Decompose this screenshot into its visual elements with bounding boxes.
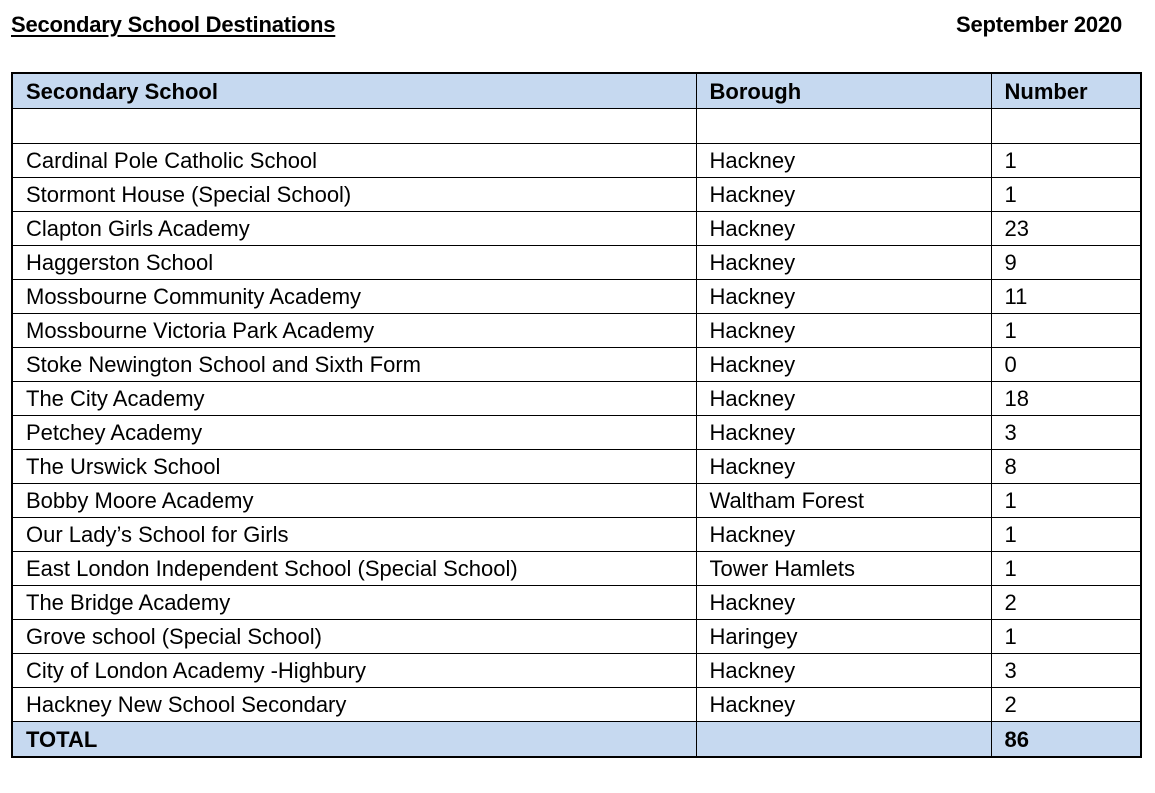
number-cell: 1 [991, 552, 1141, 586]
borough-cell: Hackney [696, 382, 991, 416]
number-cell: 0 [991, 348, 1141, 382]
school-cell: Stormont House (Special School) [12, 178, 696, 212]
table-row [12, 144, 1141, 178]
borough-cell: Hackney [696, 518, 991, 552]
number-cell: 2 [991, 586, 1141, 620]
school-cell: Haggerston School [12, 246, 696, 280]
blank-row [12, 109, 1141, 144]
school-cell: Our Lady’s School for Girls [12, 518, 696, 552]
borough-cell: Hackney [696, 144, 991, 178]
table-row [12, 416, 1141, 450]
school-cell: City of London Academy -Highbury [12, 654, 696, 688]
number-cell: 1 [991, 178, 1141, 212]
table-row [12, 484, 1141, 518]
school-cell: The City Academy [12, 382, 696, 416]
table-row [12, 382, 1141, 416]
table-row [12, 246, 1141, 280]
table-row [12, 552, 1141, 586]
destinations-table [11, 72, 1142, 758]
school-cell: Clapton Girls Academy [12, 212, 696, 246]
number-cell: 1 [991, 144, 1141, 178]
borough-cell: Waltham Forest [696, 484, 991, 518]
school-cell: The Bridge Academy [12, 586, 696, 620]
total-borough [696, 722, 991, 758]
document-title: Secondary School Destinations [11, 12, 336, 37]
borough-cell: Tower Hamlets [696, 552, 991, 586]
school-cell: Bobby Moore Academy [12, 484, 696, 518]
blank-cell [991, 109, 1141, 144]
number-cell: 11 [991, 280, 1141, 314]
column-header-school: Secondary School [12, 73, 696, 109]
column-header-borough: Borough [696, 73, 991, 109]
table-row [12, 348, 1141, 382]
borough-cell: Hackney [696, 586, 991, 620]
document-date: September 2020 [956, 12, 1122, 37]
number-cell: 3 [991, 416, 1141, 450]
total-label: TOTAL [12, 722, 696, 758]
school-cell: Stoke Newington School and Sixth Form [12, 348, 696, 382]
school-cell: Grove school (Special School) [12, 620, 696, 654]
number-cell: 18 [991, 382, 1141, 416]
total-number: 86 [991, 722, 1141, 758]
borough-cell: Hackney [696, 450, 991, 484]
borough-cell: Hackney [696, 246, 991, 280]
blank-cell [12, 109, 696, 144]
number-cell: 2 [991, 688, 1141, 722]
school-cell: Cardinal Pole Catholic School [12, 144, 696, 178]
table-row [12, 450, 1141, 484]
total-row [12, 722, 1141, 758]
table-row [12, 654, 1141, 688]
table-row [12, 178, 1141, 212]
borough-cell: Hackney [696, 348, 991, 382]
table-row [12, 586, 1141, 620]
number-cell: 9 [991, 246, 1141, 280]
column-header-number: Number [991, 73, 1141, 109]
borough-cell: Hackney [696, 416, 991, 450]
number-cell: 3 [991, 654, 1141, 688]
number-cell: 23 [991, 212, 1141, 246]
table-row [12, 620, 1141, 654]
borough-cell: Hackney [696, 654, 991, 688]
number-cell: 1 [991, 518, 1141, 552]
school-cell: Mossbourne Community Academy [12, 280, 696, 314]
borough-cell: Haringey [696, 620, 991, 654]
borough-cell: Hackney [696, 212, 991, 246]
table-row [12, 280, 1141, 314]
table-row [12, 314, 1141, 348]
school-cell: Mossbourne Victoria Park Academy [12, 314, 696, 348]
borough-cell: Hackney [696, 314, 991, 348]
school-cell: The Urswick School [12, 450, 696, 484]
school-cell: Hackney New School Secondary [12, 688, 696, 722]
borough-cell: Hackney [696, 178, 991, 212]
borough-cell: Hackney [696, 280, 991, 314]
borough-cell: Hackney [696, 688, 991, 722]
number-cell: 1 [991, 314, 1141, 348]
number-cell: 8 [991, 450, 1141, 484]
blank-cell [696, 109, 991, 144]
school-cell: Petchey Academy [12, 416, 696, 450]
number-cell: 1 [991, 484, 1141, 518]
table-row [12, 212, 1141, 246]
table-row [12, 518, 1141, 552]
school-cell: East London Independent School (Special School) [12, 552, 696, 586]
number-cell: 1 [991, 620, 1141, 654]
table-header-row [12, 73, 1141, 109]
table-row [12, 688, 1141, 722]
